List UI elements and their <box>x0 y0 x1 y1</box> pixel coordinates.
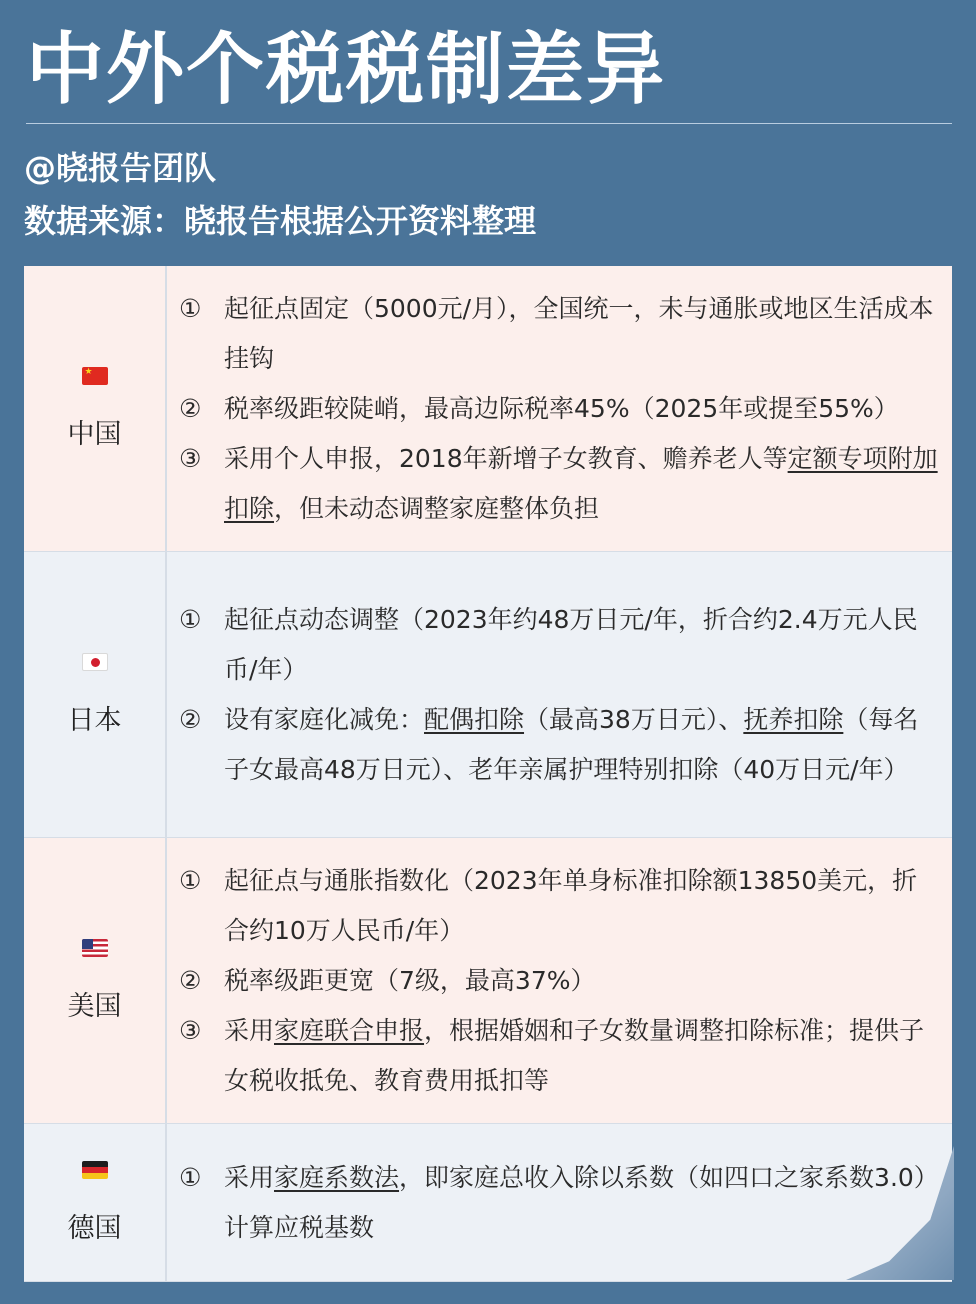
item-number: ① <box>179 1162 202 1192</box>
list-item <box>179 956 952 1006</box>
page-title: 中外个税税制差异 <box>26 25 667 115</box>
text-segment: ，根据婚姻和子女数量调整扣除标准；提供子女税收抵免、教育费用抵扣等 <box>224 1015 925 1095</box>
item-text <box>224 1006 952 1106</box>
country-name: 德国 <box>67 1212 122 1244</box>
item-number: ③ <box>179 443 202 473</box>
list-item <box>179 695 952 795</box>
japan-flag-icon <box>82 653 108 671</box>
china-flag-icon: ★ <box>82 367 108 385</box>
text-segment: 采用 <box>224 1015 275 1045</box>
country-cell <box>24 552 167 837</box>
text-segment: 起征点动态调整（2023年约48万日元/年，折合约2.4万元人民币/年） <box>224 604 918 684</box>
list-item <box>179 1153 952 1253</box>
country-name: 日本 <box>67 704 122 736</box>
item-text <box>224 1153 952 1253</box>
underlined-term: 家庭联合申报 <box>274 1015 425 1045</box>
text-segment: 采用 <box>224 1162 275 1192</box>
content-cell <box>167 838 952 1123</box>
item-number: ② <box>179 965 202 995</box>
country-name: 美国 <box>67 990 122 1022</box>
underlined-term: 家庭系数法 <box>274 1162 400 1192</box>
source-line: 数据来源：晓报告根据公开资料整理 <box>24 202 537 240</box>
text-segment: 起征点固定（5000元/月），全国统一，未与通胀或地区生活成本挂钩 <box>224 293 934 373</box>
table-row-usa <box>24 838 952 1124</box>
text-segment: 起征点与通胀指数化（2023年单身标准扣除额13850美元，折合约10万人民币/年） <box>224 865 918 945</box>
text-segment: （每名子女最高48万日元）、老年亲属护理特别扣除（40万日元/年） <box>224 704 919 784</box>
list-item <box>179 434 952 534</box>
text-segment: ，即家庭总收入除以系数（如四口之家系数3.0）计算应税基数 <box>224 1162 927 1242</box>
author-line: @晓报告团队 <box>24 149 217 187</box>
list-item <box>179 384 952 434</box>
germany-flag-icon <box>82 1161 108 1179</box>
item-text <box>224 434 952 534</box>
underlined-term: 定额专项附加扣除 <box>224 443 938 523</box>
text-segment: 采用个人申报，2018年新增子女教育、赡养老人等 <box>224 443 788 473</box>
item-number: ① <box>179 865 202 895</box>
list-item <box>179 284 952 384</box>
underlined-term: 配偶扣除 <box>424 704 525 734</box>
item-text <box>224 856 952 956</box>
item-text <box>224 595 952 695</box>
country-name: 中国 <box>67 418 122 450</box>
text-segment: （最高38万日元）、 <box>524 704 744 734</box>
content-cell <box>167 266 952 551</box>
item-number: ② <box>179 393 202 423</box>
text-segment: 税率级距较陡峭，最高边际税率45%（2025年或提至55%） <box>224 393 899 423</box>
text-segment: 税率级距更宽（7级，最高37%） <box>224 965 596 995</box>
item-number: ② <box>179 704 202 734</box>
underlined-term: 抚养扣除 <box>743 704 844 734</box>
list-item <box>179 856 952 956</box>
title-divider <box>26 123 952 124</box>
text-segment: ，但未动态调整家庭整体负担 <box>274 493 600 523</box>
table-row-china <box>24 266 952 552</box>
item-text <box>224 956 952 1006</box>
table-row-germany <box>24 1124 952 1282</box>
text-segment: 设有家庭化减免： <box>224 704 425 734</box>
item-text <box>224 284 952 384</box>
item-number: ① <box>179 604 202 634</box>
country-cell <box>24 266 167 551</box>
comparison-table <box>24 266 952 1282</box>
item-text <box>224 695 952 795</box>
usa-flag-icon <box>82 939 108 957</box>
country-cell <box>24 1124 167 1281</box>
list-item <box>179 1006 952 1106</box>
list-item <box>179 595 952 695</box>
item-number: ③ <box>179 1015 202 1045</box>
content-cell <box>167 552 952 837</box>
country-cell <box>24 838 167 1123</box>
item-number: ① <box>179 293 202 323</box>
item-text <box>224 384 952 434</box>
table-row-japan <box>24 552 952 838</box>
content-cell <box>167 1124 952 1281</box>
